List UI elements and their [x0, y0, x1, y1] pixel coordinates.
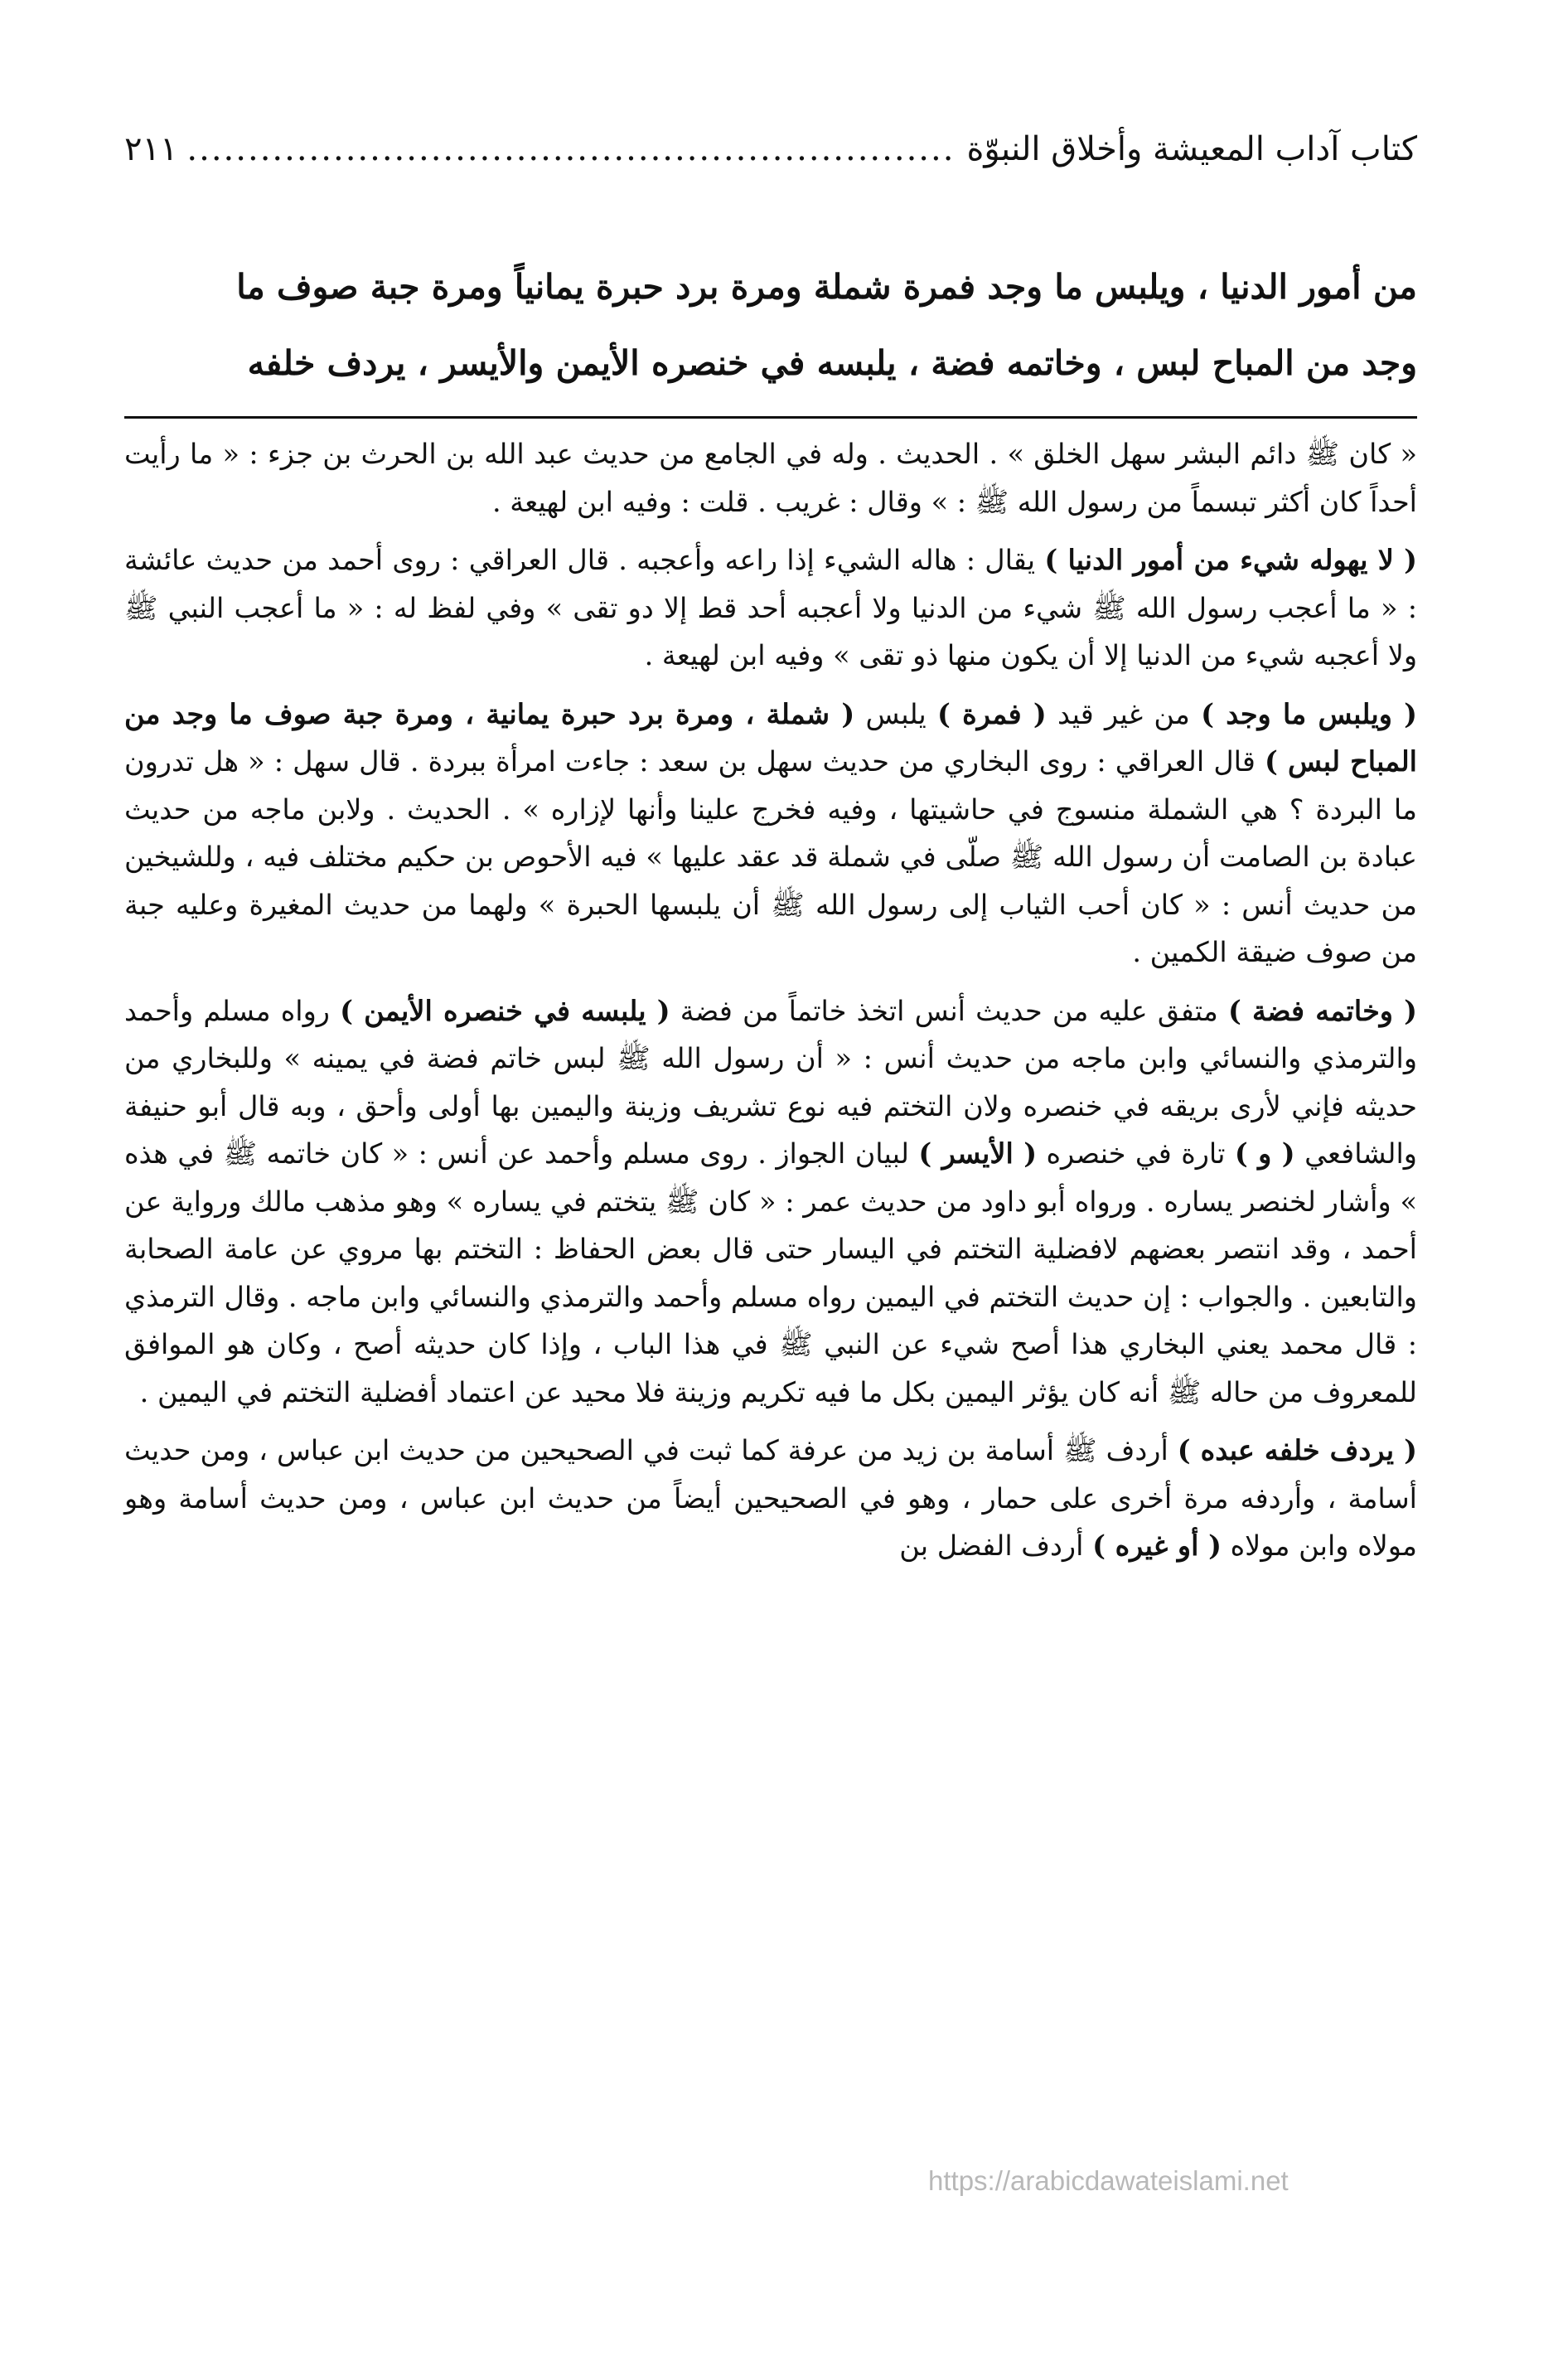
main-text-line: وجد من المباح لبس ، وخاتمه فضة ، يلبسه في خنصره الأيمن والأيسر ، يردف خلفه: [247, 343, 1417, 383]
commentary-paragraph: [124, 1427, 1417, 1570]
lemma: ( فمرة ): [937, 697, 1047, 730]
lemma: ( الأيسر ): [918, 1137, 1038, 1170]
commentary-paragraph: [124, 430, 1417, 526]
commentary-paragraph: [124, 987, 1417, 1417]
commentary-paragraph: [124, 536, 1417, 680]
book-page: [124, 124, 1417, 1581]
commentary-text: أردف الفضل بن: [899, 1529, 1093, 1562]
commentary-text: قال العراقي : روى البخاري من حديث سهل بن سعد : جاءت امرأة ببردة . قال سهل : « هل تدرون ما البردة ؟ هي الشملة منسوج في حاشيتها ، وفيه فخرج علينا وأنها لإزاره » . الحديث . ولابن ماجه من حديث عبادة بن الصامت أن رسول الله ﷺ صلّى في شملة قد عقد عليها » فيه الأحوص بن حكيم مختلف فيه ، وللشيخين من حديث أنس : « كان أحب الثياب إلى رسول الله ﷺ أن يلبسها الحبرة » ولهما من حديث المغيرة وعليه جبة من صوف ضيقة الكمين .: [124, 745, 1417, 968]
watermark-url: https://arabicdawateislami.net: [928, 2165, 1289, 2196]
footnote-divider: [124, 416, 1417, 419]
running-header-title: كتاب آداب المعيشة وأخلاق النبوّة: [966, 130, 1417, 168]
commentary-text: متفق عليه من حديث أنس اتخذ خاتماً من فضة: [670, 994, 1228, 1027]
commentary-text: لبيان الجواز . روى مسلم وأحمد عن أنس : « كان خاتمه ﷺ في هذه » وأشار لخنصر يساره . ورواه أبو داود من حديث عمر : « كان ﷺ يتختم في يساره » وهو مذهب مالك ورواية عن أحمد ، وقد انتصر بعضهم لافضلية التختم في اليسار حتى قال بعض الحفاظ : التختم بها مروي عن عامة الصحابة والتابعين . والجواب : إن حديث التختم في اليمين رواه مسلم وأحمد والترمذي والنسائي وابن ماجه . وقال الترمذي : قال محمد يعني البخاري هذا أصح شيء عن النبي ﷺ في هذا الباب ، وإذا كان حديثه أصح ، وكان هو الموافق للمعروف من حاله ﷺ أنه كان يؤثر اليمين بكل ما فيه تكريم وزينة فلا محيد عن اعتماد أفضلية التختم في اليمين .: [124, 1137, 1417, 1408]
commentary-text: أردف ﷺ أسامة بن زيد من عرفة كما ثبت في الصحيحين من حديث ابن عباس ، ومن حديث أسامة ، وأردفه مرة أخرى على حمار ، وهو في الصحيحين أيضاً من حديث ابن عباس ، ومن حديث أسامة وهو مولاه وابن مولاه: [124, 1434, 1417, 1562]
commentary-text: تارة في خنصره: [1037, 1137, 1235, 1170]
main-text: [124, 249, 1417, 401]
lemma: ( لا يهوله شيء من أمور الدنيا ): [1044, 544, 1417, 576]
commentary-text: يلبس: [854, 697, 938, 730]
lemma: ( يلبسه في خنصره الأيمن ): [340, 994, 670, 1027]
lemma: ( و ): [1234, 1137, 1295, 1170]
lemma: ( شملة ، ومرة برد حبرة يمانية ، ومرة جبة صوف ما وجد من المباح لبس ): [124, 697, 1417, 778]
commentary-paragraph: [124, 691, 1417, 977]
lemma: ( ويلبس ما وجد ): [1201, 697, 1418, 730]
page-number: ٢١١: [124, 130, 178, 168]
main-text-line: من أمور الدنيا ، ويلبس ما وجد فمرة شملة ومرة برد حبرة يمانياً ومرة جبة صوف ما: [236, 267, 1417, 307]
commentary-text: « كان ﷺ دائم البشر سهل الخلق » . الحديث . وله في الجامع من حديث عبد الله بن الحرث بن جزء : « ما رأيت أحداً كان أكثر تبسماً من رسول الله ﷺ : » وقال : غريب . قلت : وفيه ابن لهيعة .: [124, 438, 1417, 518]
header-dot-leader: [189, 124, 955, 174]
commentary-text: يقال : هاله الشيء إذا راعه وأعجبه . قال العراقي : روى أحمد من حديث عائشة : « ما أعجب رسول الله ﷺ شيء من الدنيا ولا أعجبه أحد قط إلا دو تقى » وفي لفظ له : « ما أعجب النبي ﷺ ولا أعجبه شيء من الدنيا إلا أن يكون منها ذو تقى » وفيه ابن لهيعة .: [124, 544, 1417, 671]
commentary-text: رواه مسلم وأحمد والترمذي والنسائي وابن ماجه من حديث أنس : « أن رسول الله ﷺ لبس خاتم فضة في يمينه » وللبخاري من حديثه فإني لأرى بريقه في خنصره ولان التختم فيه نوع تشريف وزينة واليمين بها أولى وأحق ، وبه قال أبو حنيفة والشافعي: [124, 994, 1417, 1170]
lemma: ( وخاتمه فضة ): [1227, 994, 1418, 1027]
lemma: ( أو غيره ): [1092, 1529, 1222, 1562]
commentary: [124, 430, 1417, 1570]
running-header: [124, 124, 1417, 182]
commentary-text: من غير قيد: [1046, 697, 1202, 730]
lemma: ( يردف خلفه عبده ): [1177, 1434, 1417, 1466]
